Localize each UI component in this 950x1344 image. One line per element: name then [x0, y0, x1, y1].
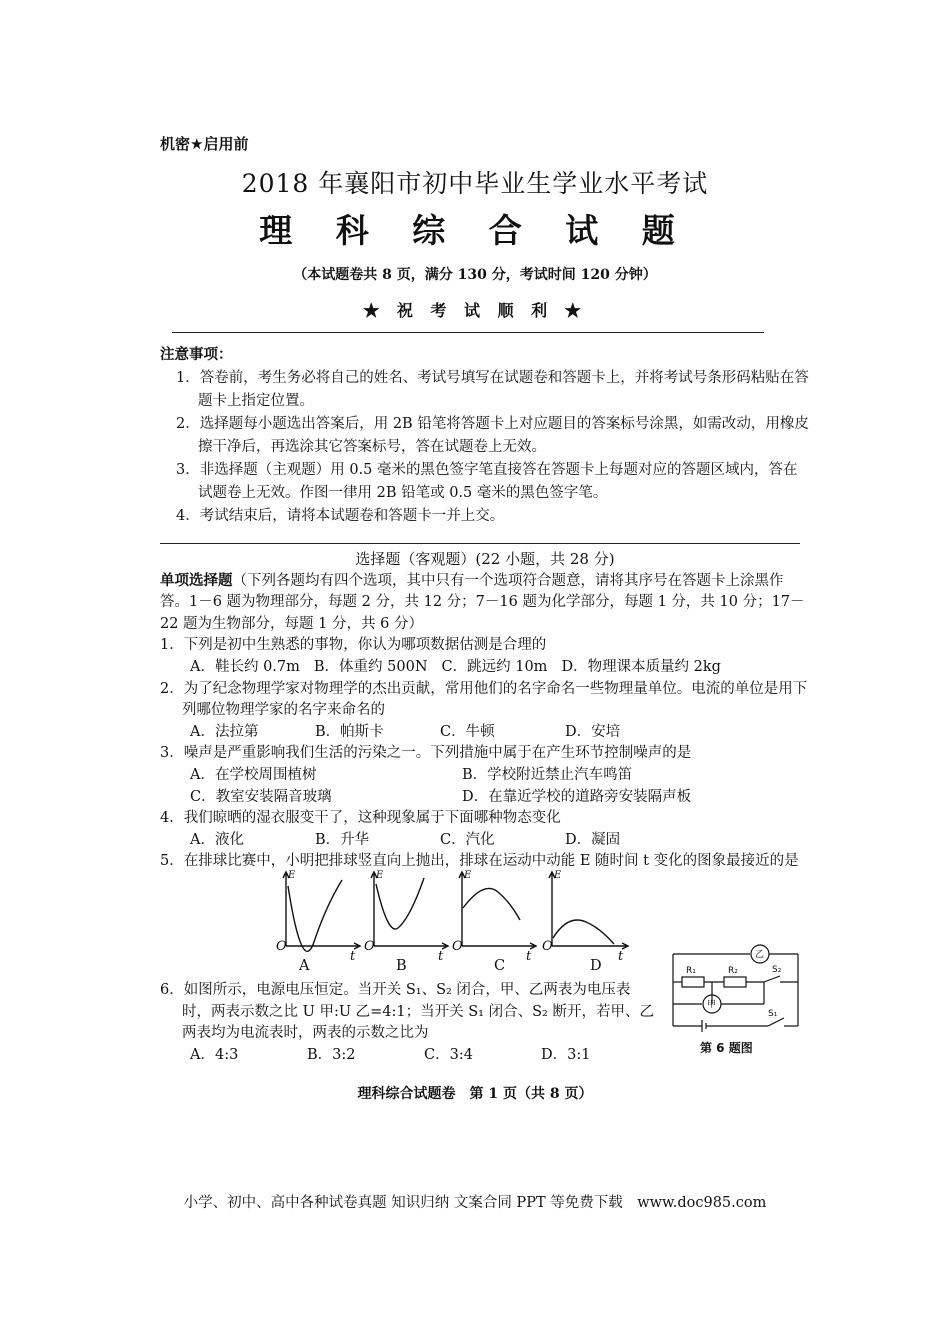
option: D．3:1	[541, 1046, 591, 1063]
question-stem: 5．在排球比赛中，小明把排球竖直向上抛出，排球在运动中动能 E 随时间 t 变化的图象最接近的是	[160, 853, 799, 870]
questions-block	[160, 549, 810, 873]
axis-e-label: E	[376, 870, 384, 881]
switch-s1	[768, 1018, 784, 1026]
section-instructions	[160, 571, 810, 636]
question-options	[160, 657, 810, 679]
option: C．跳远约 10m	[441, 658, 548, 675]
graph-label-d: D	[590, 958, 602, 974]
divider	[172, 332, 764, 333]
notes-heading: 注意事项：	[160, 347, 233, 363]
option: B．帕斯卡	[315, 723, 384, 740]
resistor-r1	[682, 977, 704, 987]
option: D．物理课本质量约 2kg	[561, 658, 721, 675]
option: B．3:2	[307, 1046, 356, 1063]
note-item: 4．考试结束后，请将本试题卷和答题卡一并上交。	[176, 508, 505, 524]
option: A．液化	[190, 831, 244, 848]
note-item: 2．选择题每小题选出答案后，用 2B 铅笔将答题卡上对应题目的答案标号涂黑，如需改动，用橡皮擦干净后，再选涂其它答案标号，答在试题卷上无效。	[176, 416, 809, 455]
download-ad: 小学、初中、高中各种试卷真题 知识归纳 文案合同 PPT 等免费下载 www.doc985.com	[183, 1195, 767, 1211]
circuit-diagram	[668, 938, 808, 1038]
note-item: 1．答卷前，考生务必将自己的姓名、考试号填写在试题卷和答题卡上，并将考试号条形码粘贴在答题卡上指定位置。	[176, 370, 809, 409]
figure-caption: 第 6 题图	[700, 1041, 753, 1055]
graph-label-c: C	[494, 958, 506, 974]
origin-label: O	[364, 939, 375, 954]
graph-c	[459, 872, 536, 949]
confidential-mark: 机密★启用前	[160, 135, 249, 153]
yi-label: 乙	[755, 950, 765, 960]
graph-b	[371, 872, 448, 949]
axis-t-label: t	[438, 949, 444, 962]
option: A．在学校周围植树	[190, 766, 317, 783]
option: A．4:3	[190, 1046, 239, 1063]
question-stem: 4．我们晾晒的湿衣服变干了，这种现象属于下面哪种物态变化	[160, 810, 561, 827]
instr-bold: 单项选择题	[160, 572, 233, 589]
option: B．升华	[315, 831, 370, 848]
option: B．体重约 500N	[313, 658, 428, 675]
divider	[160, 543, 800, 544]
graph-label-b: B	[396, 958, 407, 974]
question-options	[160, 830, 810, 852]
question-6	[160, 980, 658, 1066]
question-stem: 3．噪声是严重影响我们生活的污染之一。下列措施中属于在产生环节控制噪声的是	[160, 745, 692, 762]
energy-time-graphs	[270, 866, 640, 962]
origin-label: O	[452, 939, 463, 954]
option: C．汽化	[440, 831, 495, 848]
option: B．学校附近禁止汽车鸣笛	[462, 766, 633, 783]
option: C．3:4	[424, 1046, 473, 1063]
question-stem: 2．为了纪念物理学家对物理学的杰出贡献，常用他们的名字命名一些物理量单位。电流的单位是用下列哪位物理学家的名字来命名的	[160, 680, 808, 719]
page-footer: 理科综合试题卷 第 1 页（共 8 页）	[357, 1086, 593, 1102]
question-options	[160, 1045, 658, 1067]
option: D．凝固	[565, 831, 621, 848]
resistor-r2	[724, 977, 746, 987]
good-luck-line: ★ 祝 考 试 顺 利 ★	[363, 301, 587, 320]
question-options	[160, 722, 810, 744]
graph-a	[283, 872, 360, 951]
s2-label: S₂	[772, 965, 782, 975]
exam-title: 2018 年襄阳市初中毕业生学业水平考试	[241, 169, 709, 198]
notes-block	[160, 344, 810, 528]
graph-label-a: A	[299, 958, 310, 974]
origin-label: O	[276, 939, 287, 954]
option: C．牛顿	[440, 723, 495, 740]
exam-subject-title: 理 科 综 合 试 题	[259, 211, 691, 250]
r1-label: R₁	[686, 966, 696, 976]
question-options	[160, 787, 810, 809]
option: C．教室安装隔音玻璃	[190, 788, 332, 805]
axis-t-label: t	[350, 949, 356, 962]
question-options	[160, 765, 810, 787]
r2-label: R₂	[728, 966, 738, 976]
question-stem: 1．下列是初中生熟悉的事物，你认为哪项数据估测是合理的	[160, 637, 547, 654]
graph-d	[549, 872, 628, 949]
question-stem: 6．如图所示，电源电压恒定。当开关 S₁、S₂ 闭合，甲、乙两表为电压表时，两表示数之比 U 甲:U 乙=4:1；当开关 S₁ 闭合、S₂ 断开，若甲、乙两表均为电流表时，两表的示数之比为	[160, 982, 654, 1042]
note-item: 3．非选择题（主观题）用 0.5 毫米的黑色签字笔直接答在答题卡上每题对应的答题区域内，答在试题卷上无效。作图一律用 2B 铅笔或 0.5 毫米的黑色签字笔。	[176, 462, 798, 501]
instr-text: （下列各题均有四个选项，其中只有一个选项符合题意，请将其序号在答题卡上涂黑作答。1－6 题为物理部分，每题 2 分，共 12 分；7－16 题为化学部分，每题 1 分，共 10 分；17－22 题为生物部分，每题 1 分，共 6 分）	[160, 572, 805, 632]
s1-label: S₁	[768, 1009, 778, 1019]
option: A．鞋长约 0.7m	[190, 658, 300, 675]
option: D．在靠近学校的道路旁安装隔声板	[462, 788, 692, 805]
jia-label: 甲	[707, 1000, 717, 1010]
option: A．法拉第	[190, 723, 259, 740]
exam-info: （本试题卷共 8 页，满分 130 分，考试时间 120 分钟）	[293, 267, 657, 283]
axis-t-label: t	[526, 949, 532, 962]
switch-s2	[764, 976, 780, 982]
section-title: 选择题（客观题）(22 小题，共 28 分)	[355, 550, 615, 568]
axis-e-label: E	[554, 870, 562, 881]
origin-label: O	[542, 939, 553, 954]
axis-e-label: E	[288, 870, 296, 881]
axis-e-label: E	[464, 870, 472, 881]
option: D．安培	[565, 723, 621, 740]
axis-t-label: t	[618, 949, 624, 962]
